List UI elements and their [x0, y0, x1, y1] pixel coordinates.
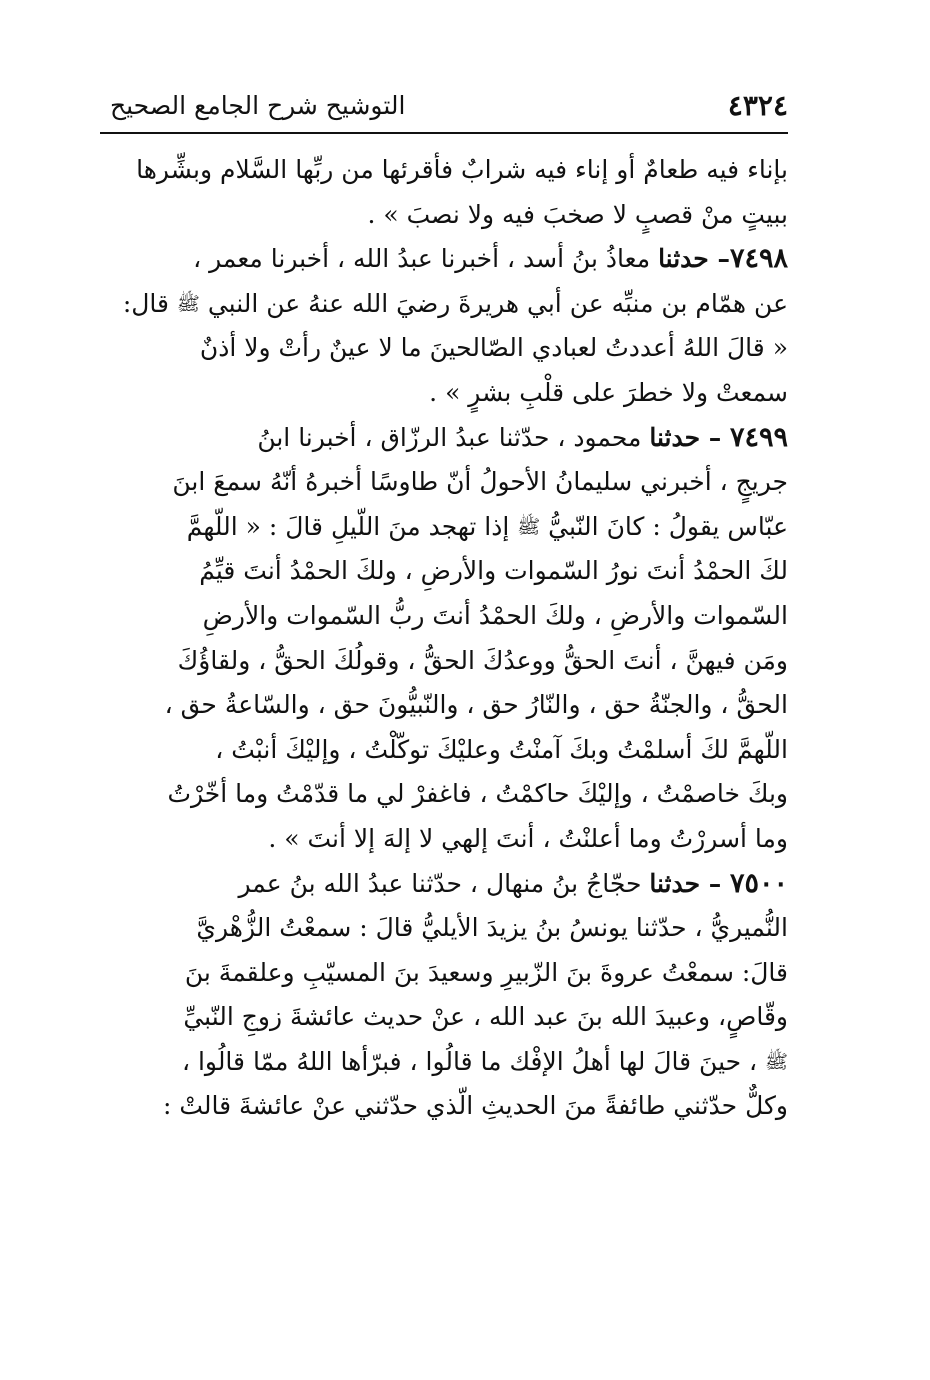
text-body: [100, 148, 788, 1129]
text-line: ببيتٍ منْ قصبٍ لا صخبَ فيه ولا نصبَ » .: [367, 199, 788, 229]
salutation-mark: ﷺ: [517, 515, 541, 538]
text-line: [100, 282, 788, 327]
text-line: [100, 505, 788, 550]
text-line: وما أسررْتُ وما أعلنْتُ ، أنتَ إلهي لا إلهَ إلا أنتَ » .: [268, 823, 788, 853]
text-line: النُّميريُّ ، حدّثنا يونسُ بنُ يزيدَ الأيليُّ قالَ : سمعْتُ الزُّهْريَّ: [196, 913, 788, 943]
text-line: بإناء فيه طعامٌ أو إناء فيه شرابٌ فأقرئها من ربِّها السَّلام وبشِّرها: [136, 155, 788, 184]
text-line: السّموات والأرضِ ، ولكَ الحمْدُ أنتَ ربُّ السّموات والأرضِ: [202, 600, 788, 630]
text-run: قال:: [122, 288, 177, 318]
hadith-marker: حدثنا: [658, 244, 709, 274]
hadith-dash: –: [700, 422, 730, 452]
hadith-marker: حدثنا: [649, 868, 701, 898]
header-rule: [100, 132, 788, 134]
running-title: التوشيح شرح الجامع الصحيح: [110, 91, 406, 120]
text-line: قالَ: سمعْتُ عروةَ بنَ الزّبيرِ وسعيدَ بنَ المسيّبِ وعلقمةَ بنَ: [184, 957, 788, 987]
text-line: ومَن فيهنَّ ، أنتَ الحقُّ ووعدُكَ الحقُّ ، وقولُكَ الحقُّ ، ولقاؤُكَ: [177, 645, 788, 675]
text-line: الحقُّ ، والجنّةُ حق ، والنّارُ حق ، والنّبيُّونَ حق ، والسّاعةُ حق ،: [164, 690, 788, 720]
text-run: إذا تهجد منَ اللّيلِ قالَ : « اللّهمَّ: [186, 511, 518, 541]
text-run: محمود ، حدّثنا عبدُ الرزّاق ، أخبرنا ابنُ: [257, 422, 650, 452]
text-line: [100, 1040, 788, 1085]
text-run: عبّاس يقولُ : كانَ النّبيُّ: [540, 511, 788, 541]
hadith-dash: –: [708, 244, 730, 274]
hadith-marker: حدثنا: [649, 422, 701, 452]
salutation-mark: ﷺ: [176, 292, 200, 315]
hadith-7498-heading: [100, 237, 788, 282]
text-line: وقّاصٍ، وعبيدَ الله بنَ عبد الله ، عنْ حديث عائشةَ زوجِ النّبيِّ: [183, 1002, 788, 1032]
hadith-number: ٧٤٩٨: [729, 243, 788, 275]
text-line: وكلٌّ حدّثني طائفةً منَ الحديثِ الّذي حدّثني عنْ عائشةَ قالتْ :: [162, 1091, 788, 1121]
text-line: جريجٍ ، أخبرني سليمانُ الأحولُ أنّ طاوسًا أخبرهُ أنّهُ سمعَ ابنَ: [172, 467, 788, 497]
hadith-number: ٧٥٠٠: [729, 867, 788, 899]
text-line: وبكَ خاصمْتُ ، وإليْكَ حاكمْتُ ، فاغفرْ لي ما قدّمْتُ وما أخّرْتُ: [167, 779, 788, 809]
text-line: اللّهمَّ لكَ أسلمْتُ وبكَ آمنْتُ وعليْكَ توكّلْتُ ، وإليْكَ أنبْتُ ،: [215, 734, 788, 764]
hadith-7499-heading: [100, 416, 788, 461]
salutation-mark: ﷺ: [765, 1050, 788, 1073]
hadith-7500-heading: [100, 862, 788, 907]
text-run: معاذُ بنُ أسد ، أخبرنا عبدُ الله ، أخبرنا معمر ،: [193, 244, 659, 274]
hadith-number: ٧٤٩٩: [729, 421, 788, 453]
page-number: ٤٣٢٤: [727, 89, 788, 122]
text-run: عن همّام بن منبِّه عن أبي هريرةَ رضيَ الله عنهُ عن النبي: [199, 288, 788, 318]
page-header: [100, 86, 788, 130]
text-line: سمعتْ ولا خطرَ على قلْبِ بشرٍ » .: [429, 377, 788, 407]
text-run: ، حينَ قالَ لها أهلُ الإفْك ما قالُوا ، فبرّأها اللهُ ممّا قالُوا ،: [181, 1046, 766, 1076]
hadith-dash: –: [700, 868, 730, 898]
text-run: حجّاجُ بنُ منهال ، حدّثنا عبدُ الله بنُ عمر: [238, 868, 650, 898]
text-line: لكَ الحمْدُ أنتَ نورُ السّموات والأرضِ ، ولكَ الحمْدُ أنتَ قيِّمُ: [199, 556, 788, 586]
text-line: « قالَ اللهُ أعددتُ لعبادي الصّالحينَ ما لا عينٌ رأتْ ولا أذنٌ: [199, 333, 788, 363]
